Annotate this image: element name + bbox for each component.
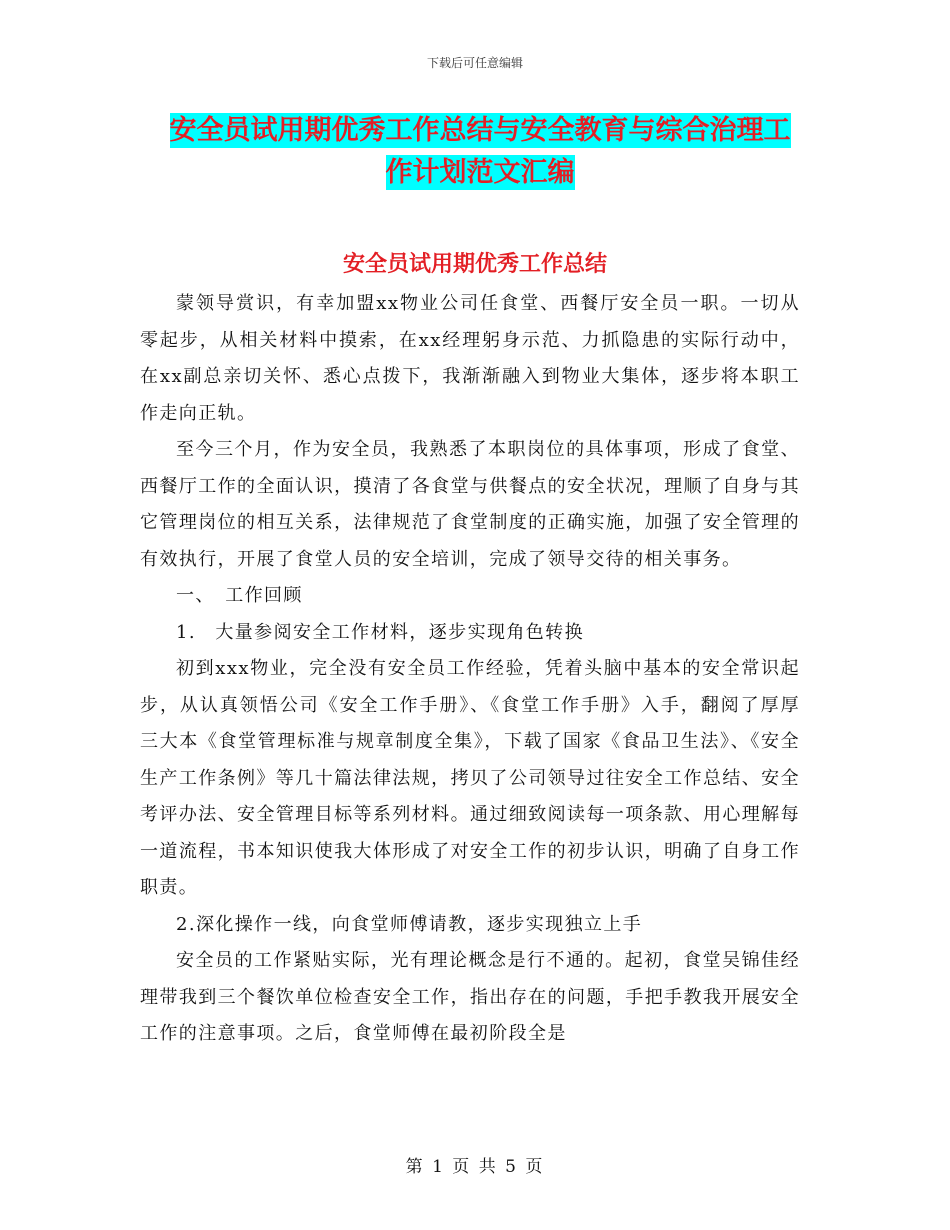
header-note: 下载后可任意编辑 — [426, 56, 523, 70]
section-title: 安全员试用期优秀工作总结 — [342, 252, 607, 277]
subheading-2: 2.深化操作一线，向食堂师傅请教，逐步实现独立上手 — [176, 913, 643, 935]
title-line-1: 安全员试用期优秀工作总结与安全教育与综合治理工 — [169, 115, 791, 146]
paragraph: 安全员的工作紧贴实际，光有理论概念是行不通的。起初，食堂吴锦佳经理带我到三个餐饮单位检查安全工作，指出存在的问题，手把手教我开展安全工作的注意事项。之后，食堂师傅在最初阶段全是 — [140, 950, 800, 1044]
heading-work-review: 一、 工作回顾 — [176, 585, 303, 606]
document-body — [140, 286, 800, 1053]
paragraph: 蒙领导赏识，有幸加盟xx物业公司任食堂、西餐厅安全员一职。一切从零起步，从相关材料中摸索，在xx经理躬身示范、力抓隐患的实际行动中，在xx副总亲切关怀、悉心点拨下，我渐渐融入到物业大集体，逐步将本职工作走向正轨。 — [140, 293, 800, 424]
page-footer: 第 1 页 共 5 页 — [405, 1157, 545, 1177]
title-line-2: 作计划范文汇编 — [385, 157, 575, 188]
paragraph: 至今三个月，作为安全员，我熟悉了本职岗位的具体事项，形成了食堂、西餐厅工作的全面认识，摸清了各食堂与供餐点的安全状况，理顺了自身与其它管理岗位的相互关系，法律规范了食堂制度的正确实施，加强了安全管理的有效执行，开展了食堂人员的安全培训，完成了领导交待的相关事务。 — [140, 439, 800, 570]
paragraph: 初到xxx物业，完全没有安全员工作经验，凭着头脑中基本的安全常识起步，从认真领悟公司《安全工作手册》、《食堂工作手册》入手，翻阅了厚厚三大本《食堂管理标准与规章制度全集》，下载了国家《食品卫生法》、《安全生产工作条例》等几十篇法律法规，拷贝了公司领导过往安全工作总结、安全考评办法、安全管理目标等系列材料。通过细致阅读每一项条款、用心理解每一道流程，书本知识使我大体形成了对安全工作的初步认识，明确了自身工作职责。 — [140, 658, 800, 898]
subheading-1: 1. 大量参阅安全工作材料，逐步实现角色转换 — [176, 621, 584, 643]
document-title — [140, 110, 820, 194]
